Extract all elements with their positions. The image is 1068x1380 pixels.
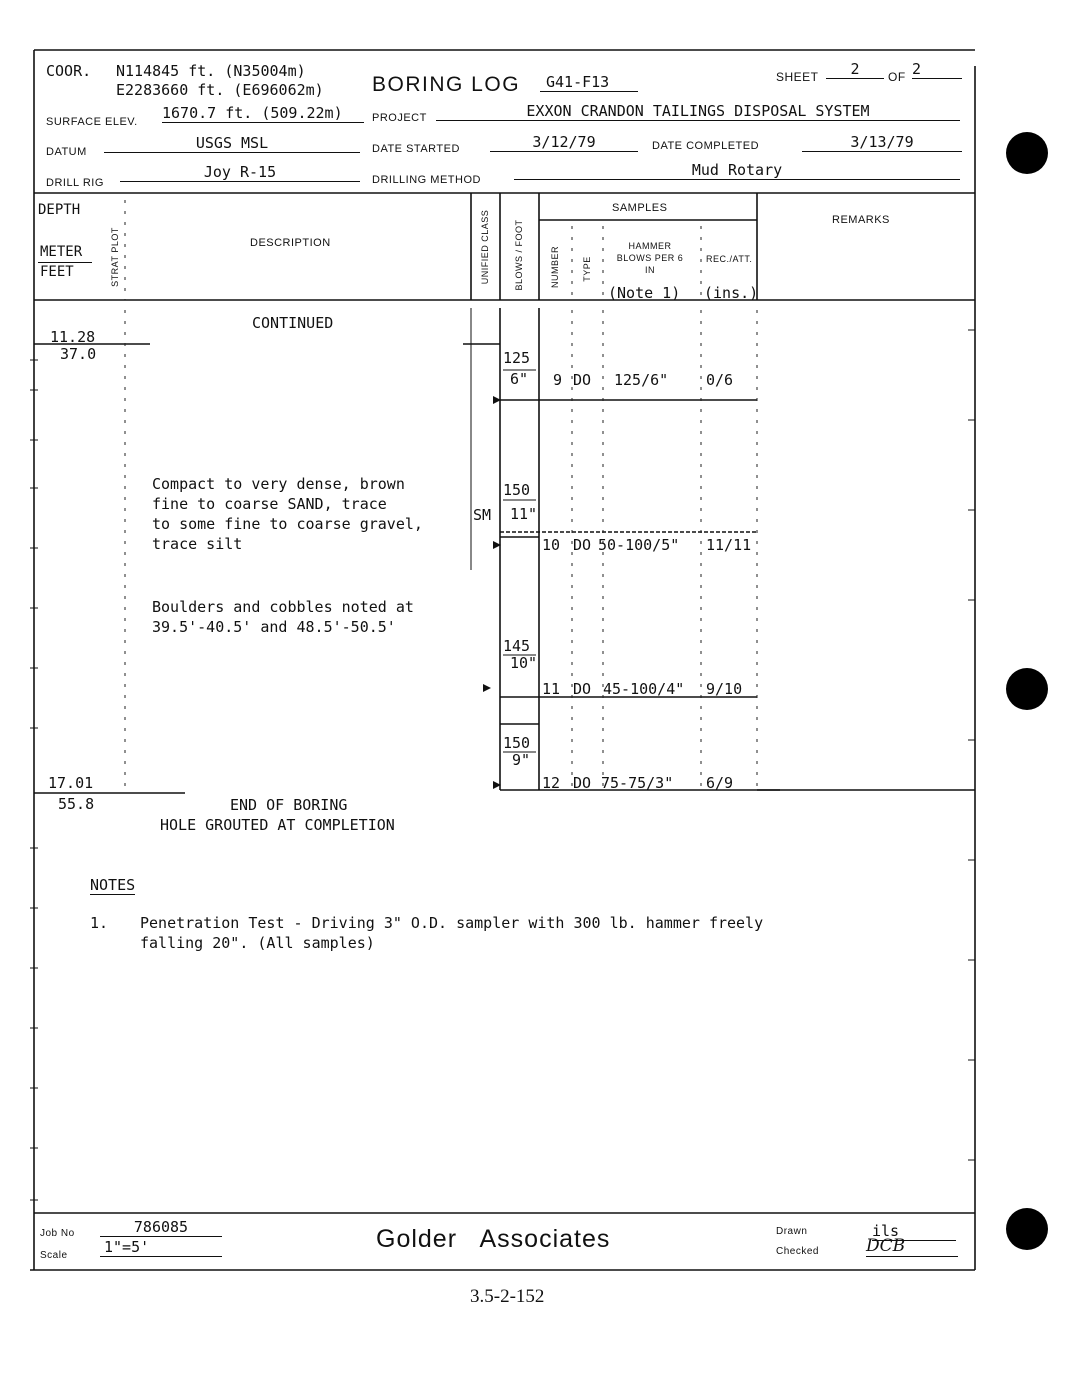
drawn-label: Drawn (776, 1226, 808, 1237)
drilling-method-label: DRILLING METHOD (372, 174, 481, 186)
notes-heading: NOTES (90, 876, 136, 894)
sample-number: 9 (553, 371, 563, 389)
strat-plot-heading: STRAT PLOT (110, 227, 120, 287)
sample-number: 12 (542, 774, 561, 792)
feet-heading: FEET (40, 264, 74, 280)
description-line: trace silt (152, 535, 243, 553)
rec-att-heading: REC./ATT. (706, 254, 753, 264)
scale-label: Scale (40, 1250, 68, 1261)
note-number: 1. (90, 914, 109, 932)
drill-rig: Joy R-15 (120, 163, 360, 182)
checked-label: Checked (776, 1246, 819, 1257)
hammer-blows: 45-100/4" (603, 680, 685, 698)
sample-type: DO (573, 371, 592, 389)
date-completed-label: DATE COMPLETED (652, 140, 760, 152)
datum-value: USGS MSL (104, 134, 360, 153)
hammer-blows-heading: HAMMER BLOWS PER 6 IN (616, 241, 684, 275)
coor-northing: N114845 ft. (N35004m) (116, 62, 306, 80)
checked-initials: DCB (866, 1236, 958, 1257)
blows-bottom: 6" (510, 370, 529, 388)
recovery: 9/10 (706, 680, 743, 698)
log-id: G41-F13 (540, 73, 638, 92)
form-title: BORING LOG (372, 73, 521, 96)
sample-number: 11 (542, 680, 561, 698)
description-line: 39.5'-40.5' and 48.5'-50.5' (152, 618, 396, 636)
unified-class-value: SM (473, 506, 492, 524)
coor-label: COOR. (46, 62, 92, 80)
meter-heading: METER (40, 244, 83, 260)
depth-top-meters: 11.28 (50, 328, 96, 346)
depth-heading: DEPTH (38, 202, 81, 218)
recovery: 11/11 (706, 536, 752, 554)
sample-type: DO (573, 774, 592, 792)
drilling-method: Mud Rotary (514, 161, 960, 180)
sheet-label: SHEET (776, 70, 819, 84)
blows-top: 150 (503, 481, 531, 499)
coor-easting: E2283660 ft. (E696062m) (116, 81, 324, 99)
drill-rig-label: DRILL RIG (46, 177, 104, 189)
recovery: 0/6 (706, 371, 734, 389)
recovery: 6/9 (706, 774, 734, 792)
blows-bottom: 10" (510, 654, 538, 672)
depth-bottom-feet: 55.8 (58, 795, 95, 813)
company-name: Golder Associates (376, 1225, 611, 1253)
sample-number: 10 (542, 536, 561, 554)
project-label: PROJECT (372, 112, 427, 124)
ins-heading: (ins.) (704, 284, 759, 302)
hammer-blows: 75-75/3" (601, 774, 674, 792)
surface-elev-label: SURFACE ELEV. (46, 116, 138, 128)
job-no-label: Job No (40, 1228, 75, 1239)
scale-value: 1"=5' (100, 1238, 222, 1257)
date-completed: 3/13/79 (802, 133, 962, 152)
sheet-total: 2 (912, 60, 962, 79)
blows-top: 145 (503, 637, 531, 655)
meter-feet-rule (38, 262, 92, 263)
description-line: Compact to very dense, brown (152, 475, 405, 493)
blows-bottom: 11" (510, 505, 538, 523)
hammer-blows: 50-100/5" (598, 536, 680, 554)
description-line: Boulders and cobbles noted at (152, 598, 414, 616)
continued-label: CONTINUED (252, 314, 334, 332)
sample-type: DO (573, 536, 592, 554)
note-text-line-2: falling 20". (All samples) (140, 934, 375, 952)
description-line: to some fine to coarse gravel, (152, 515, 423, 533)
depth-top-feet: 37.0 (60, 345, 97, 363)
description-line: fine to coarse SAND, trace (152, 495, 387, 513)
blows-top: 125 (503, 349, 531, 367)
end-of-boring: END OF BORING (230, 796, 348, 814)
date-started: 3/12/79 (490, 133, 638, 152)
depth-bottom-meters: 17.01 (48, 774, 94, 792)
page-number: 3.5-2-152 (470, 1286, 545, 1307)
hole-grouted: HOLE GROUTED AT COMPLETION (160, 816, 395, 834)
datum-label: DATUM (46, 146, 87, 158)
sample-type-heading: TYPE (582, 256, 592, 282)
of-label: OF (888, 70, 906, 84)
soil-description (152, 474, 423, 554)
boulders-note (152, 597, 414, 637)
sample-number-heading: NUMBER (550, 246, 560, 289)
blows-foot-heading: BLOWS / FOOT (514, 219, 524, 291)
hammer-blows: 125/6" (614, 371, 669, 389)
job-number: 786085 (100, 1218, 222, 1237)
samples-heading: SAMPLES (612, 202, 668, 214)
remarks-heading: REMARKS (832, 214, 890, 226)
note-text-line-1: Penetration Test - Driving 3" O.D. sampler with 300 lb. hammer freely (140, 914, 764, 932)
note-1-heading: (Note 1) (608, 284, 681, 302)
date-started-label: DATE STARTED (372, 143, 460, 155)
project-name: EXXON CRANDON TAILINGS DISPOSAL SYSTEM (436, 102, 960, 121)
blows-top: 150 (503, 734, 531, 752)
surface-elevation: 1670.7 ft. (509.22m) (162, 104, 364, 123)
drawn-initials: ils (872, 1222, 956, 1241)
unified-class-heading: UNIFIED CLASS (480, 209, 490, 285)
sheet-number: 2 (826, 60, 884, 79)
blows-bottom: 9" (512, 751, 531, 769)
sample-type: DO (573, 680, 592, 698)
description-heading: DESCRIPTION (250, 237, 331, 249)
